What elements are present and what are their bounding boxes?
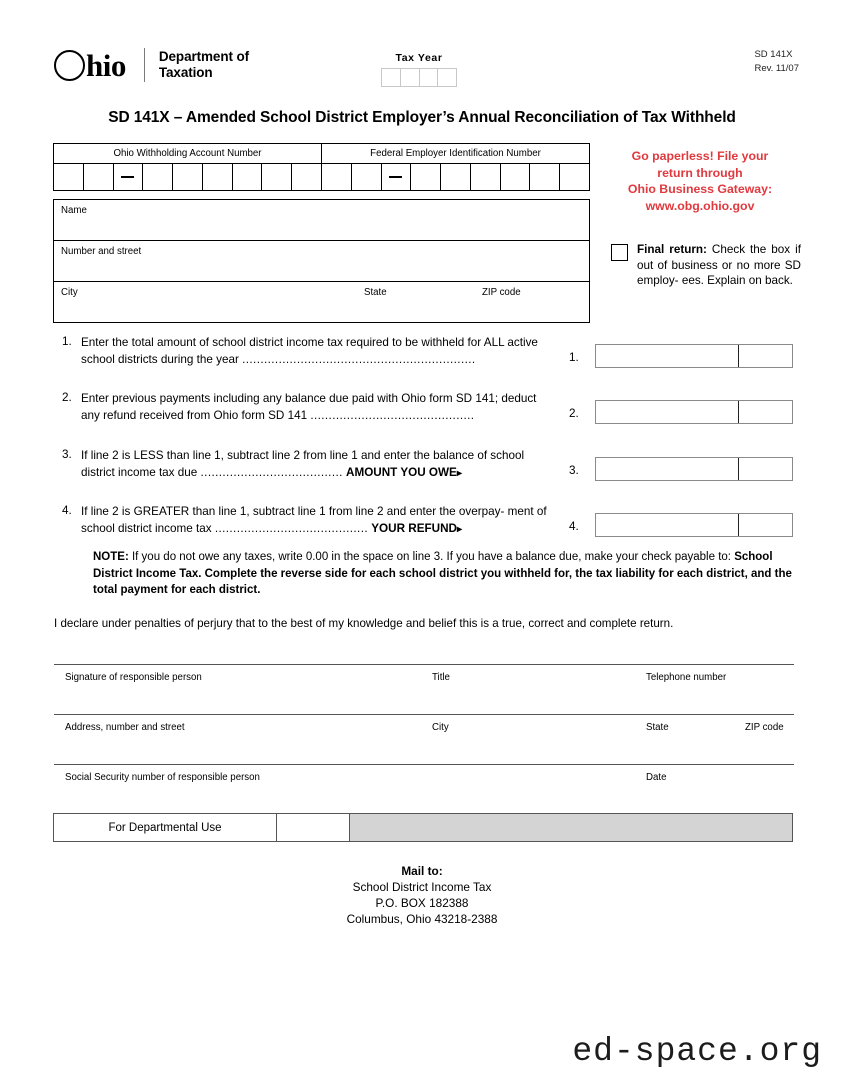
city-label: City [61,287,78,298]
department-name [159,49,249,82]
ohio-logo-text: hio [86,47,126,83]
note-plain-text: If you do not owe any taxes, write 0.00 in the space on line 3. If you have a balance due, make your check payable to: [128,551,735,563]
final-return-description: Check the box if out of business or no more SD employ- ees. Explain on back. [637,243,801,288]
line-1-amount-input[interactable] [595,344,793,368]
line-1-text [81,335,551,368]
line-2-description: Enter previous payments including any balance due paid with Ohio form SD 141; deduct any refund received from Ohio form SD 141 [81,392,537,422]
line-3-box-number: 3. [569,464,579,477]
tax-year-digit-2[interactable] [401,69,420,86]
fein-cell-5[interactable] [441,164,471,190]
date-label: Date [646,772,667,783]
fein-input[interactable] [322,164,589,190]
paperless-line-2: return through [657,165,743,180]
department-line-2: Taxation [158,65,213,80]
line-4-box-number: 4. [569,520,579,533]
line-4-cents[interactable] [739,514,792,536]
line-item-3 [62,448,792,500]
tax-year-digit-1[interactable] [382,69,401,86]
city-state-zip-row[interactable] [54,282,589,323]
oh-acct-cell-9[interactable] [292,164,321,190]
line-4-number: 4. [62,504,72,517]
fein-cell-6[interactable] [471,164,501,190]
name-field[interactable] [54,200,589,241]
signature-row-1[interactable] [54,664,794,714]
oh-acct-cell-7[interactable] [233,164,263,190]
signature-row-2[interactable] [54,714,794,764]
state-label: State [364,287,387,298]
line-1-cents[interactable] [739,345,792,367]
oh-acct-cell-1[interactable] [54,164,84,190]
street-label: Number and street [61,246,142,257]
oh-acct-cell-5[interactable] [173,164,203,190]
final-return-text [637,242,801,289]
line-1-box-number: 1. [569,351,579,364]
signer-city-label: City [432,722,449,733]
ohio-withholding-account-input[interactable] [54,164,322,190]
fein-cell-1[interactable] [322,164,352,190]
paperless-line-1: Go paperless! File your [631,149,769,163]
departmental-use-bar [53,813,793,842]
line-4-arrow-icon: ▸ [456,523,462,535]
mail-to-block [0,863,844,928]
oh-acct-dash [114,164,144,190]
fein-cell-9[interactable] [560,164,589,190]
name-label: Name [61,205,87,216]
fein-header: Federal Employer Identification Number [322,144,589,164]
fein-cell-2[interactable] [352,164,382,190]
oh-acct-cell-8[interactable] [262,164,292,190]
line-2-dollars[interactable] [596,401,739,423]
note-block [93,549,793,599]
identification-block [53,143,590,191]
line-item-2 [62,391,792,443]
mail-to-line-2: P.O. BOX 182388 [375,896,469,911]
note-bold-text: School District Income Tax. Complete the reverse side for each school district you withheld for, the tax liability for each district, and the total payment for each district. [93,551,792,597]
signature-row-3[interactable] [54,764,794,814]
paperless-notice [600,148,800,215]
fein-cell-4[interactable] [411,164,441,190]
oh-acct-cell-2[interactable] [84,164,114,190]
ssn-label: Social Security number of responsible person [65,772,260,783]
mail-to-heading: Mail to: [401,864,443,878]
line-2-text [81,391,551,424]
final-return-block [611,242,801,289]
line-3-text [81,448,551,481]
signature-section [54,664,794,814]
ohio-logo [54,47,126,83]
fein-cell-8[interactable] [530,164,560,190]
logo-divider [144,48,145,82]
departmental-use-field[interactable] [277,814,350,841]
line-4-dots: .......................................... [214,521,368,535]
page-title: SD 141X – Amended School District Employer’s Annual Reconciliation of Tax Withheld [108,109,736,126]
line-3-description: If line 2 is LESS than line 1, subtract line 2 from line 1 and enter the balance of school district income tax due [81,449,525,479]
tax-year-input[interactable] [381,68,457,87]
oh-acct-cell-4[interactable] [143,164,173,190]
signer-state-label: State [646,722,669,733]
telephone-label: Telephone number [646,672,727,683]
line-4-dollars[interactable] [596,514,739,536]
line-3-arrow-icon: ▸ [456,467,462,479]
line-items [62,335,792,543]
tax-year-digit-4[interactable] [438,69,456,86]
line-1-dollars[interactable] [596,345,739,367]
departmental-use-shaded-area [350,814,792,841]
form-revision: Rev. 11/07 [754,63,799,75]
line-4-amount-input[interactable] [595,513,793,537]
line-4-emphasis: YOUR REFUND [371,521,457,535]
street-field[interactable] [54,241,589,282]
departmental-use-label: For Departmental Use [54,814,277,841]
paperless-url[interactable]: www.obg.ohio.gov [645,199,755,214]
line-3-dots: ....................................... [200,465,343,479]
address-label: Address, number and street [65,722,185,733]
agency-masthead [54,48,249,82]
tax-year-block [381,52,457,87]
line-4-description: If line 2 is GREATER than line 1, subtract line 1 from line 2 and enter the overpay- ment of school district income tax [81,505,547,535]
taxpayer-address-block [53,199,590,323]
fein-dash [382,164,412,190]
line-4-text [81,504,551,537]
line-3-number: 3. [62,448,72,461]
mail-to-line-3: Columbus, Ohio 43218-2388 [346,912,498,927]
note-label: NOTE: [93,551,129,563]
paperless-line-3: Ohio Business Gateway: [627,182,773,197]
line-3-dollars[interactable] [596,458,739,480]
final-return-checkbox[interactable] [611,244,628,261]
zip-label: ZIP code [482,287,521,298]
signature-label: Signature of responsible person [65,672,202,683]
declaration-statement: I declare under penalties of perjury that to the best of my knowledge and belief this is a true, correct and complete return. [54,617,674,630]
mail-to-line-1: School District Income Tax [352,880,492,895]
line-3-emphasis: AMOUNT YOU OWE [346,465,457,479]
form-reference [754,48,799,77]
line-2-number: 2. [62,391,72,404]
title-label: Title [432,672,450,683]
line-1-description: Enter the total amount of school district income tax required to be withheld for ALL active school districts during the year [81,336,538,366]
ohio-logo-circle-icon [54,50,85,81]
oh-acct-cell-6[interactable] [203,164,233,190]
line-2-cents[interactable] [739,401,792,423]
line-item-1 [62,335,792,387]
line-3-amount-input[interactable] [595,457,793,481]
tax-year-digit-3[interactable] [420,69,439,86]
final-return-label: Final return: [637,243,707,256]
line-1-dots: ................................................................ [242,352,476,366]
line-3-cents[interactable] [739,458,792,480]
tax-year-label: Tax Year [395,52,443,64]
line-2-dots: ............................................. [310,408,475,422]
line-1-number: 1. [62,335,72,348]
watermark: ed-space.org [572,1033,822,1070]
department-line-1: Department of [158,48,250,64]
line-2-amount-input[interactable] [595,400,793,424]
ohio-account-header: Ohio Withholding Account Number [54,144,322,164]
signer-zip-label: ZIP code [745,722,784,733]
fein-cell-7[interactable] [501,164,531,190]
form-number: SD 141X [754,49,793,60]
line-2-box-number: 2. [569,407,579,420]
